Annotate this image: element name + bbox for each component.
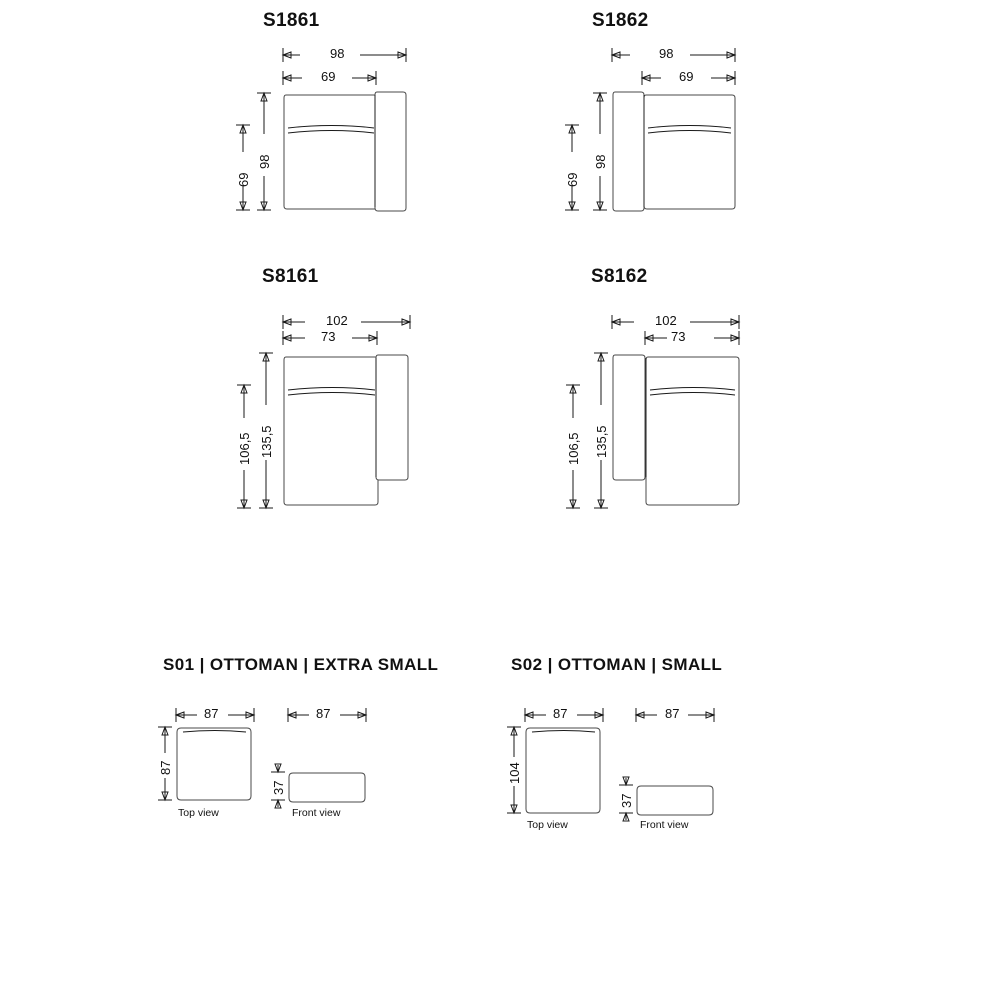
dim-s01-top-width: 87 (204, 706, 219, 721)
dim-s02-front-width: 87 (665, 706, 680, 721)
module-title-s8162: S8162 (591, 266, 648, 287)
caption-front-view-s01: Front view (292, 807, 341, 819)
caption-top-view-s01: Top view (178, 807, 219, 819)
dim-s01-front-width: 87 (316, 706, 331, 721)
dim-s1861-width-69: 69 (321, 69, 336, 84)
dim-s02-top-width: 87 (553, 706, 568, 721)
dim-s1862-width-98: 98 (659, 46, 674, 61)
ottoman-title-s01: S01 | OTTOMAN | EXTRA SMALL (163, 655, 439, 674)
dim-s8162-width-73: 73 (671, 329, 686, 344)
drawing-s01-ottoman (158, 708, 366, 819)
dim-s1862-depth-98: 98 (593, 154, 608, 169)
dim-s02-front-height: 37 (619, 793, 634, 808)
module-title-s8161: S8161 (262, 266, 319, 287)
dim-s8161-width-102: 102 (326, 313, 348, 328)
caption-front-view-s02: Front view (640, 819, 689, 831)
module-title-s1862: S1862 (592, 10, 649, 31)
dim-s1862-width-69: 69 (679, 69, 694, 84)
ottoman-title-s02: S02 | OTTOMAN | SMALL (511, 655, 723, 674)
dim-s1861-depth-69: 69 (236, 172, 251, 187)
module-title-s1861: S1861 (263, 10, 320, 31)
dim-s1861-depth-98: 98 (257, 154, 272, 169)
dim-s1862-depth-69: 69 (565, 172, 580, 187)
dim-s8162-depth-135-5: 135,5 (594, 425, 609, 458)
drawing-s1862 (565, 48, 735, 211)
drawing-s02-ottoman (507, 708, 714, 831)
dim-s8162-depth-106-5: 106,5 (566, 432, 581, 465)
dim-s8161-width-73: 73 (321, 329, 336, 344)
dim-s02-top-depth: 104 (507, 762, 522, 784)
dim-s1861-width-98: 98 (330, 46, 345, 61)
dim-s01-front-height: 37 (271, 780, 286, 795)
caption-top-view-s02: Top view (527, 819, 568, 831)
dim-s8161-depth-106-5: 106,5 (237, 432, 252, 465)
dim-s01-top-depth: 87 (158, 760, 173, 775)
dim-s8162-width-102: 102 (655, 313, 677, 328)
drawing-s8162 (566, 315, 739, 508)
dim-s8161-depth-135-5: 135,5 (259, 425, 274, 458)
